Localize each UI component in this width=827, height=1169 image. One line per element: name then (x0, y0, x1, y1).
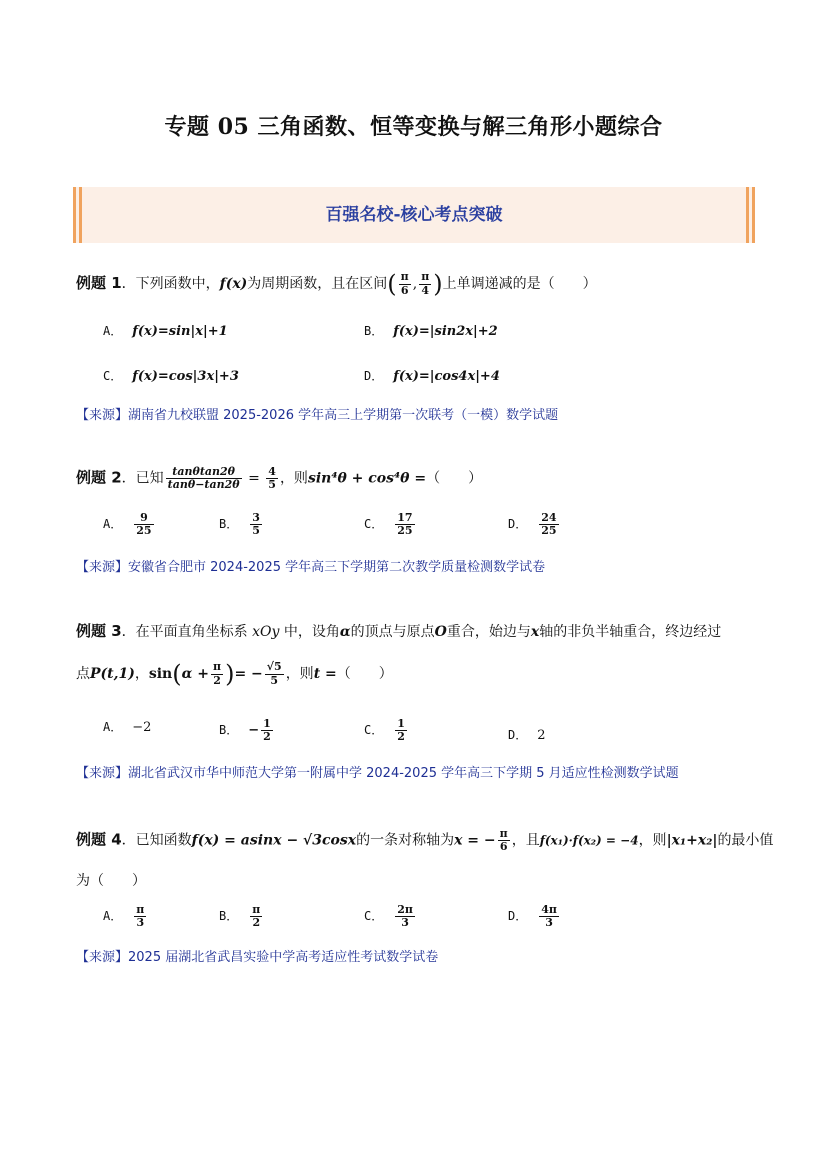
q1-stem-c: 上单调递减的是（ ） (442, 276, 597, 292)
q2-stem-c: （ ） (426, 470, 483, 487)
q3-option-c[interactable]: C． $\frac{1}{2}$ (364, 717, 405, 744)
q1-interval-a: $\frac{\pi}{6}$ (400, 270, 409, 297)
q4-option-b[interactable]: B． $\frac{\pi}{2}$ (219, 903, 261, 930)
q1-option-a[interactable]: A． f(x)=sin|x|+1 (103, 324, 228, 339)
q3-option-a[interactable]: A． −2 (103, 720, 152, 735)
question-2-stem: 例题 2．已知 $\frac{\tan\theta\tan 2\theta}{\tan\theta-\tan 2\theta}$ = $\frac{4}{5}$ ，则sin⁴θ + cos⁴θ =（ ） (76, 465, 483, 492)
banner-text: 百强名校-核心考点突破 (325, 205, 503, 225)
q4-option-a[interactable]: A． $\frac{\pi}{3}$ (103, 903, 145, 930)
question-4-line-1: 例题 4．已知函数f(x) = asinx − √3cosx的一条对称轴为x = − $\frac{\pi}{6}$ ，且f(x₁)·f(x₂) = −4，则|x₁+x₂|的最小值 (76, 827, 774, 854)
question-4-label: 例题 4 (76, 830, 122, 849)
q2-eq-fraction: $\frac{4}{5}$ (268, 465, 276, 492)
q2-stem-b: ，则 (279, 470, 308, 487)
q1-stem-b: 为周期函数，且在区间 (247, 276, 388, 292)
q2-option-a[interactable]: A． $\frac{9}{25}$ (103, 511, 152, 538)
q1-source: 【来源】湖南省九校联盟 2025-2026 学年高三上学期第一次联考（一模）数学试题 (76, 408, 559, 423)
q1-interval-b: $\frac{\pi}{4}$ (421, 270, 430, 297)
q2-main-fraction: $\frac{\tan\theta\tan 2\theta}{\tan\theta-\tan 2\theta}$ (167, 465, 240, 492)
page-title: 专题 05 三角函数、恒等变换与解三角形小题综合 (164, 114, 663, 140)
q4-source: 【来源】2025 届湖北省武昌实验中学高考适应性考试数学试卷 (76, 950, 439, 965)
q1-stem-a: ．下列函数中， (121, 276, 220, 292)
q2-expr: sin⁴θ + cos⁴θ = (307, 470, 427, 487)
q1-option-d[interactable]: D． f(x)=|cos4x|+4 (364, 369, 500, 384)
question-3-line-2: 点P(t,1)，sin(α + $\frac{\pi}{2}$ )= − $\frac{√5}{5}$ ，则t =（ ） (76, 660, 393, 688)
q2-source: 【来源】安徽省合肥市 2024-2025 学年高三下学期第二次教学质量检测数学试卷 (76, 560, 546, 575)
q1-fx: f(x) (219, 276, 248, 292)
question-1-stem: 例题 1．下列函数中，f(x)为周期函数，且在区间( $\frac{\pi}{6}$ , $\frac{\pi}{4}$ )上单调递减的是（ ） (76, 270, 597, 298)
question-3-label: 例题 3 (76, 622, 122, 640)
question-4-line-2: 为（ ） (76, 873, 146, 889)
q2-option-c[interactable]: C． $\frac{17}{25}$ (364, 511, 413, 538)
q2-option-b[interactable]: B． $\frac{3}{5}$ (219, 511, 260, 538)
q2-option-d[interactable]: D． $\frac{24}{25}$ (508, 511, 557, 538)
q3-option-b[interactable]: B． − $\frac{1}{2}$ (219, 717, 271, 744)
q1-option-b[interactable]: B． f(x)=|sin2x|+2 (364, 324, 498, 339)
q4-option-c[interactable]: C． $\frac{2\pi}{3}$ (364, 903, 413, 930)
question-3-line-1: 例题 3．在平面直角坐标系 xOy 中，设角α的顶点与原点O重合，始边与x轴的非负半轴重合，终边经过 (76, 622, 722, 640)
question-2-label: 例题 2 (76, 468, 122, 487)
question-1-label: 例题 1 (76, 274, 122, 292)
q2-stem-a: ．已知 (121, 470, 164, 487)
q3-option-d[interactable]: D． 2 (508, 728, 546, 743)
section-banner (73, 187, 755, 243)
q1-option-c[interactable]: C． f(x)=cos|3x|+3 (103, 369, 239, 384)
q3-source: 【来源】湖北省武汉市华中师范大学第一附属中学 2024-2025 学年高三下学期 5 月适应性检测数学试题 (76, 766, 679, 781)
q4-option-d[interactable]: D． $\frac{4\pi}{3}$ (508, 903, 557, 930)
